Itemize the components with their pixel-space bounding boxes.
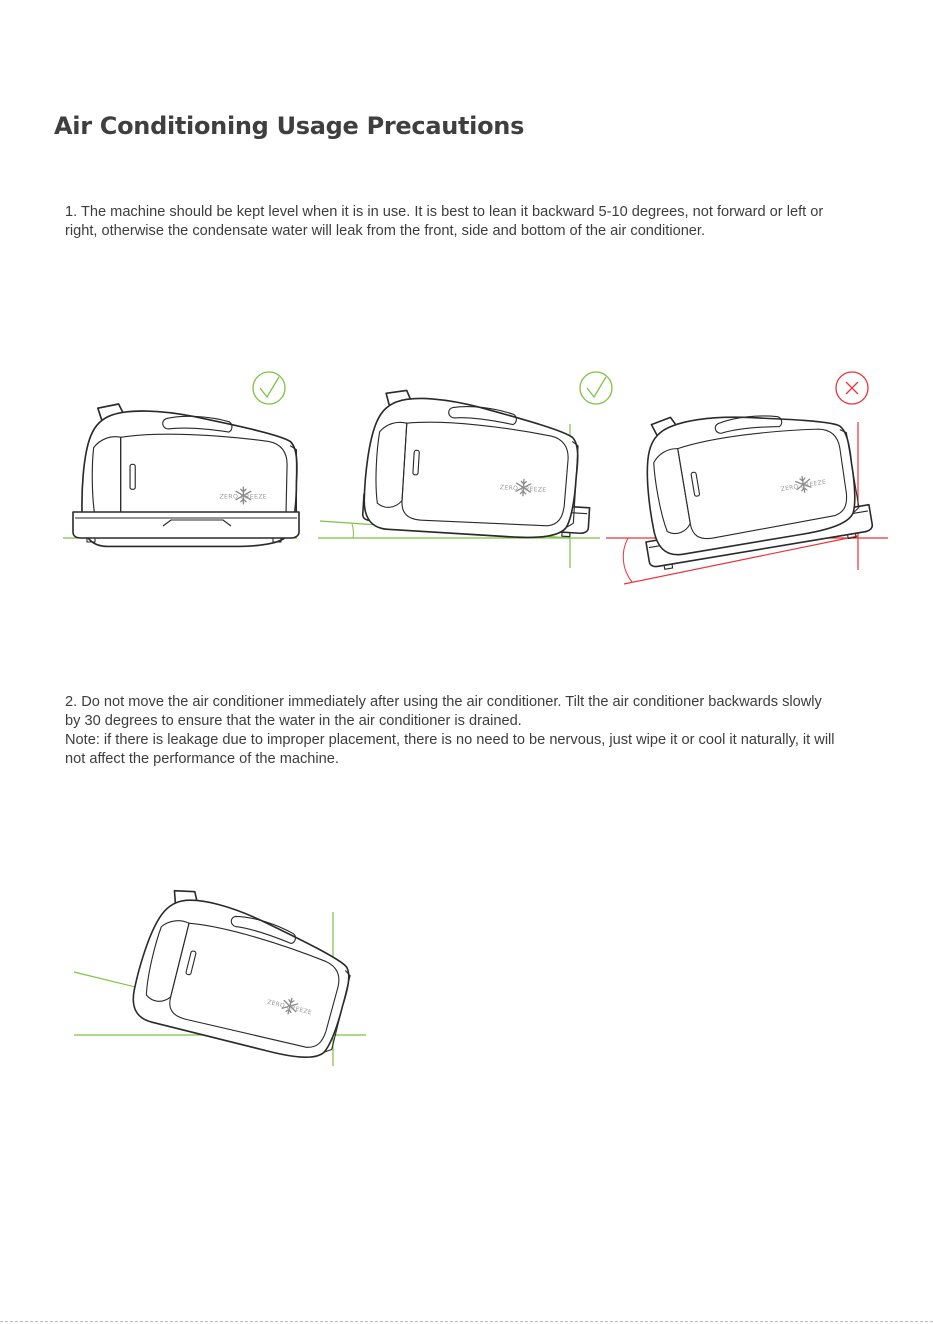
ac-unit-illustration [362,388,581,540]
precaution-2-text [65,693,877,769]
precaution-2-note-line: not affect the performance of the machine. [65,751,339,767]
page-bottom-border [0,1321,933,1322]
check-circle-icon [253,372,285,404]
precaution-2-note-line: Note: if there is leakage due to improper placement, there is no need to be nervous, just wipe it or cool it naturally, it will [65,732,835,748]
figure-lean-back-correct [318,366,608,576]
angle-arc [352,524,353,538]
angle-arc [623,538,632,582]
precaution-1-text [65,203,877,241]
precaution-1-line: 1. The machine should be kept level when it is in use. It is best to lean it backward 5-10 degrees, not forward or left or [65,204,824,220]
precaution-2-line: 2. Do not move the air conditioner immediately after using the air conditioner. Tilt the air conditioner backwards slowly [65,694,822,710]
page-title: Air Conditioning Usage Precautions [54,112,525,140]
cross-circle-icon [836,372,868,404]
precaution-2-line: by 30 degrees to ensure that the water in the air conditioner is drained. [65,713,522,729]
figure-lean-forward-incorrect [606,366,891,591]
figure-level-correct [55,366,305,556]
precaution-1-line: right, otherwise the condensate water will leak from the front, side and bottom of the air conditioner. [65,223,706,239]
figure-tilt-drain [70,876,370,1076]
ac-unit-illustration [127,883,361,1066]
ac-base-illustration [73,512,299,542]
